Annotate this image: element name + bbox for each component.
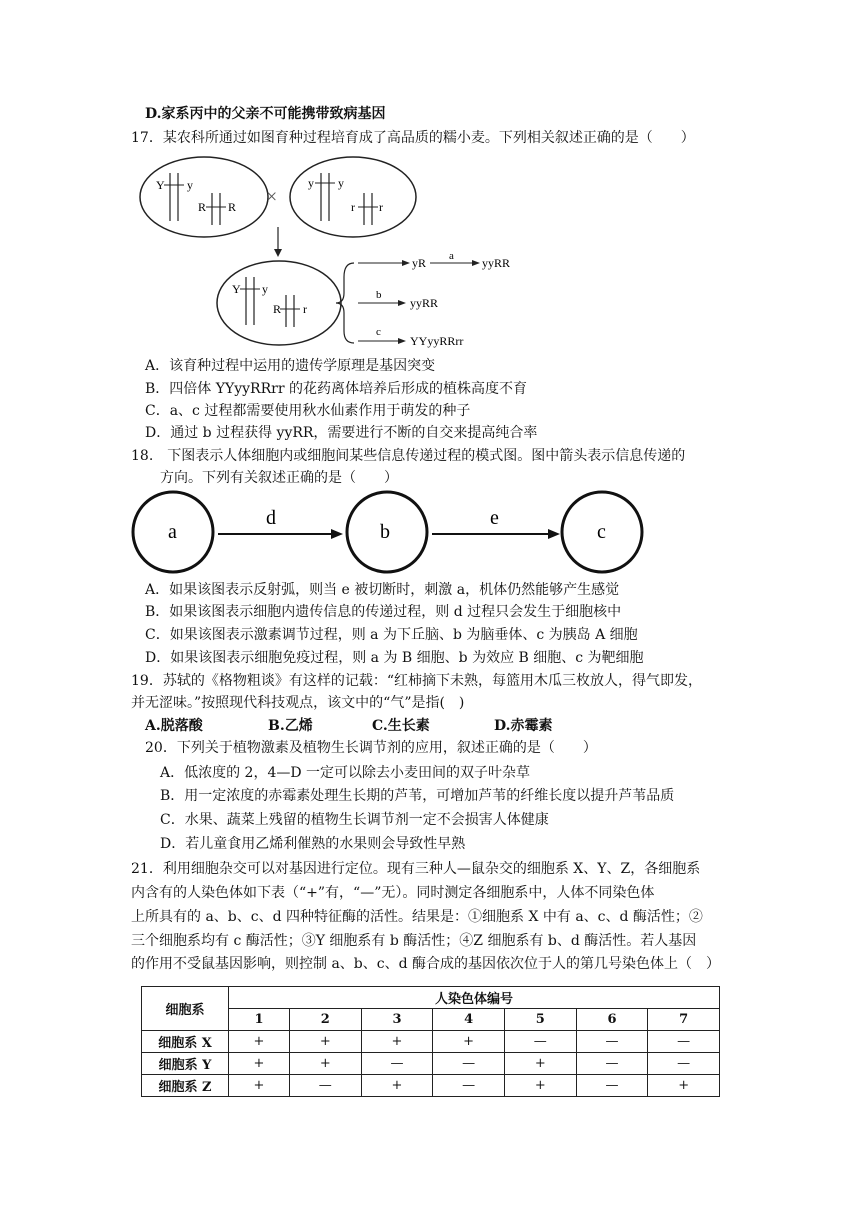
q19-option-a: A.脱落酸 [145, 718, 203, 734]
table-cell: — [576, 1053, 648, 1075]
table-column-header: 2 [289, 1009, 361, 1031]
q19-option-d: D.赤霉素 [494, 718, 553, 734]
q18-option-c: C．如果该图表示激素调节过程，则 a 为下丘脑、b 为脑垂体、c 为胰岛 A 细胞 [145, 627, 638, 643]
table-row [142, 1075, 720, 1097]
arrow-d-label: d [266, 507, 276, 529]
cell3-gene-2: y [262, 282, 268, 296]
table-column-header: 3 [361, 1009, 433, 1031]
table-cell: — [504, 1031, 576, 1053]
cross-symbol: × [266, 186, 278, 208]
q19-stem-line-1: 19．苏轼的《格物粗谈》有这样的记载：“红柿摘下未熟，每篮用木瓜三枚放人，得气即发， [131, 673, 702, 689]
cell1-gene-4: R [228, 200, 237, 214]
table-column-header: 4 [433, 1009, 505, 1031]
table-column-header: 7 [648, 1009, 720, 1031]
cell1-gene-2: y [187, 178, 193, 192]
arrow-e-label: e [490, 507, 499, 529]
q20-option-b: B．用一定浓度的赤霉素处理生长期的芦苇，可增加芦苇的纤维长度以提升芦苇品质 [160, 788, 675, 804]
q19-option-c: C.生长素 [372, 718, 430, 734]
q20-option-d: D．若儿童食用乙烯利催熟的水果则会导致性早熟 [160, 836, 466, 852]
path-a-result: yyRR [482, 256, 511, 270]
path-c-result: YYyyRRrr [410, 334, 464, 348]
table-row [142, 1031, 720, 1053]
q17-option-b: B．四倍体 YYyyRRrr 的花药离体培养后形成的植株高度不育 [145, 381, 527, 397]
q17-option-a: A．该育种过程中运用的遗传学原理是基因突变 [145, 358, 436, 374]
table-cell: — [648, 1031, 720, 1053]
q21-text-line-4: 三个细胞系均有 c 酶活性；③Y 细胞系有 b 酶活性；④Z 细胞系有 b、d 酶活性。若人基因 [131, 933, 697, 949]
cell3-gene-3: R [273, 302, 282, 316]
q19-option-b: B.乙烯 [268, 718, 313, 734]
parent-cell-2 [290, 157, 416, 237]
path-b-label: b [376, 289, 382, 301]
table-row [142, 1053, 720, 1075]
q17-option-c: C．a、c 过程都需要使用秋水仙素作用于萌发的种子 [145, 403, 471, 419]
q18-option-a: A．如果该图表示反射弧，则当 e 被切断时，刺激 a，机体仍然能够产生感觉 [145, 582, 620, 598]
q21-text-line-5: 的作用不受鼠基因影响，则控制 a、b、c、d 酶合成的基因依次位于人的第几号染色体上（ ） [131, 956, 721, 972]
cell2-gene-2: y [338, 176, 344, 190]
q17-option-d: D．通过 b 过程获得 yyRR，需要进行不断的自交来提高纯合率 [145, 425, 538, 441]
table-corner-header: 细胞系 [142, 987, 229, 1031]
table-cell: + [361, 1031, 433, 1053]
table-cell: — [648, 1053, 720, 1075]
q20-stem: 20．下列关于植物激素及植物生长调节剂的应用，叙述正确的是（ ） [145, 740, 597, 756]
q17-stem: 17．某农科所通过如图育种过程培育成了高品质的糯小麦。下列相关叙述正确的是（ ） [131, 130, 695, 146]
table-column-header: 6 [576, 1009, 648, 1031]
path-b-result: yyRR [410, 296, 439, 310]
cell2-gene-1: y [308, 176, 314, 190]
q21-text-line-3: 上所具有的 a、b、c、d 四种特征酶的活性。结果是：①细胞系 X 中有 a、c、d 酶活性；② [131, 909, 703, 925]
cell1-gene-3: R [198, 200, 207, 214]
q18-stem-line-1: 18. 下图表示人体细胞内或细胞间某些信息传递过程的模式图。图中箭头表示信息传递的 [131, 448, 686, 464]
q20-option-a: A．低浓度的 2，4—D 一定可以除去小麦田间的双子叶杂草 [160, 765, 531, 781]
table-cell: — [433, 1075, 505, 1097]
table-cell: — [576, 1031, 648, 1053]
table-column-header: 1 [229, 1009, 290, 1031]
path-a-mid: yR [412, 256, 427, 270]
table-cell: + [648, 1075, 720, 1097]
table-cell: + [229, 1053, 290, 1075]
table-cell: — [289, 1075, 361, 1097]
q18-stem-line-2: 方向。下列有关叙述正确的是（ ） [160, 470, 398, 486]
path-a-label: a [449, 250, 454, 262]
table-cell: — [361, 1053, 433, 1075]
q18-option-d: D．如果该图表示细胞免疫过程，则 a 为 B 细胞、b 为效应 B 细胞、c 为靶细胞 [145, 650, 644, 666]
q21-chromosome-table [141, 986, 720, 1097]
table-cell: — [576, 1075, 648, 1097]
q19-stem-line-2: 并无涩味。”按照现代科技观点，该文中的“气”是指( ) [131, 695, 465, 711]
parent-cell-1 [140, 157, 268, 237]
table-cell: + [229, 1075, 290, 1097]
q16-option-d: D.家系丙中的父亲不可能携带致病基因 [145, 106, 386, 122]
node-c-label: c [597, 521, 606, 543]
cell3-gene-1: Y [232, 282, 241, 296]
table-column-header: 5 [504, 1009, 576, 1031]
cell3-gene-4: r [303, 302, 307, 316]
table-cell: + [504, 1053, 576, 1075]
table-group-header: 人染色体编号 [229, 987, 720, 1009]
row-label: 细胞系 Z [142, 1075, 229, 1097]
cell2-gene-3: r [351, 200, 355, 214]
cell2-gene-4: r [379, 200, 383, 214]
table-cell: + [229, 1031, 290, 1053]
table-cell: — [433, 1053, 505, 1075]
node-a-label: a [168, 521, 177, 543]
node-b-label: b [380, 521, 390, 543]
table-cell: + [433, 1031, 505, 1053]
q21-text-line-1: 21．利用细胞杂交可以对基因进行定位。现有三种人—鼠杂交的细胞系 X、Y、Z，各细胞系 [131, 861, 701, 877]
cell1-gene-1: Y [156, 178, 165, 192]
table-cell: + [361, 1075, 433, 1097]
q18-option-b: B．如果该图表示细胞内遗传信息的传递过程，则 d 过程只会发生于细胞核中 [145, 604, 622, 620]
path-c-label: c [376, 326, 381, 338]
row-label: 细胞系 X [142, 1031, 229, 1053]
branch-brace [336, 263, 354, 343]
q20-option-c: C．水果、蔬菜上残留的植物生长调节剂一定不会损害人体健康 [160, 812, 549, 828]
q21-text-line-2: 内含有的人染色体如下表（“+”有，“—”无）。同时测定各细胞系中，人体不同染色体 [131, 885, 655, 901]
table-cell: + [289, 1053, 361, 1075]
q18-signal-diagram [128, 490, 668, 576]
table-column-header-row [142, 1009, 720, 1031]
table-cell: + [504, 1075, 576, 1097]
q17-breeding-diagram [138, 155, 538, 355]
table-cell: + [289, 1031, 361, 1053]
row-label: 细胞系 Y [142, 1053, 229, 1075]
